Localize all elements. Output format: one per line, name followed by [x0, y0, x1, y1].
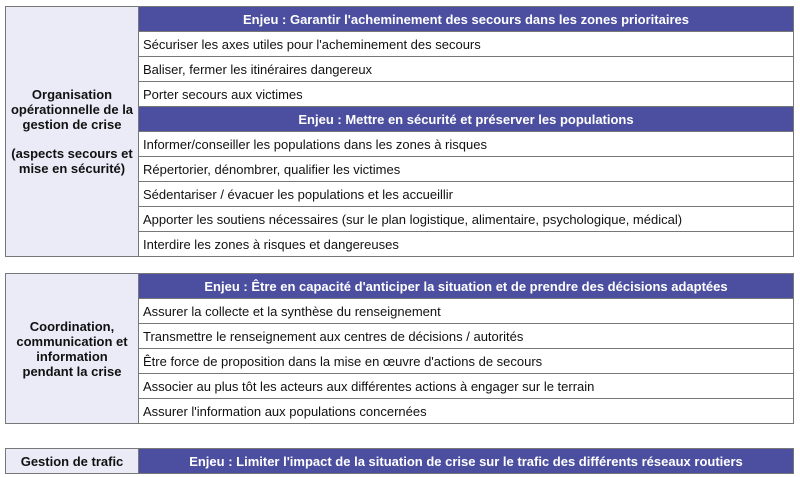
action-item: Assurer l'information aux populations concernées — [139, 399, 794, 424]
action-item: Porter secours aux victimes — [139, 82, 794, 107]
action-item: Assurer la collecte et la synthèse du renseignement — [139, 299, 794, 324]
section-title: Organisation opérationnelle de la gestion de crise — [10, 87, 134, 132]
enjeu-header: Enjeu : Être en capacité d'anticiper la situation et de prendre des décisions adaptées — [139, 274, 794, 299]
action-item: Répertorier, dénombrer, qualifier les victimes — [139, 157, 794, 182]
action-item: Informer/conseiller les populations dans les zones à risques — [139, 132, 794, 157]
section-subtitle: (aspects secours et mise en sécurité) — [11, 146, 133, 176]
action-item: Interdire les zones à risques et dangereuses — [139, 232, 794, 257]
section-label — [6, 274, 139, 424]
action-item: Apporter les soutiens nécessaires (sur le plan logistique, alimentaire, psychologique, médical) — [139, 207, 794, 232]
action-item: Baliser, fermer les itinéraires dangereux — [139, 57, 794, 82]
action-item: Être force de proposition dans la mise en œuvre d'actions de secours — [139, 349, 794, 374]
table-row — [6, 449, 794, 474]
action-item: Sécuriser les axes utiles pour l'acheminement des secours — [139, 32, 794, 57]
section-coordination — [5, 273, 794, 424]
action-item: Sédentariser / évacuer les populations et les accueillir — [139, 182, 794, 207]
enjeu-header: Enjeu : Mettre en sécurité et préserver les populations — [139, 107, 794, 132]
table-row — [6, 7, 794, 32]
section-title: Coordination, communication et information pendant la crise — [16, 318, 128, 379]
section-traffic — [5, 448, 794, 474]
table-row — [6, 274, 794, 299]
section-label — [6, 7, 139, 257]
action-item: Associer au plus tôt les acteurs aux différentes actions à engager sur le terrain — [139, 374, 794, 399]
action-item: Transmettre le renseignement aux centres de décisions / autorités — [139, 324, 794, 349]
enjeu-header: Enjeu : Limiter l'impact de la situation de crise sur le trafic des différents réseaux routiers — [139, 449, 794, 474]
section-label — [6, 449, 139, 474]
section-title: Gestion de trafic — [20, 453, 124, 469]
section-operational-organisation — [5, 6, 794, 257]
enjeu-header: Enjeu : Garantir l'acheminement des secours dans les zones prioritaires — [139, 7, 794, 32]
